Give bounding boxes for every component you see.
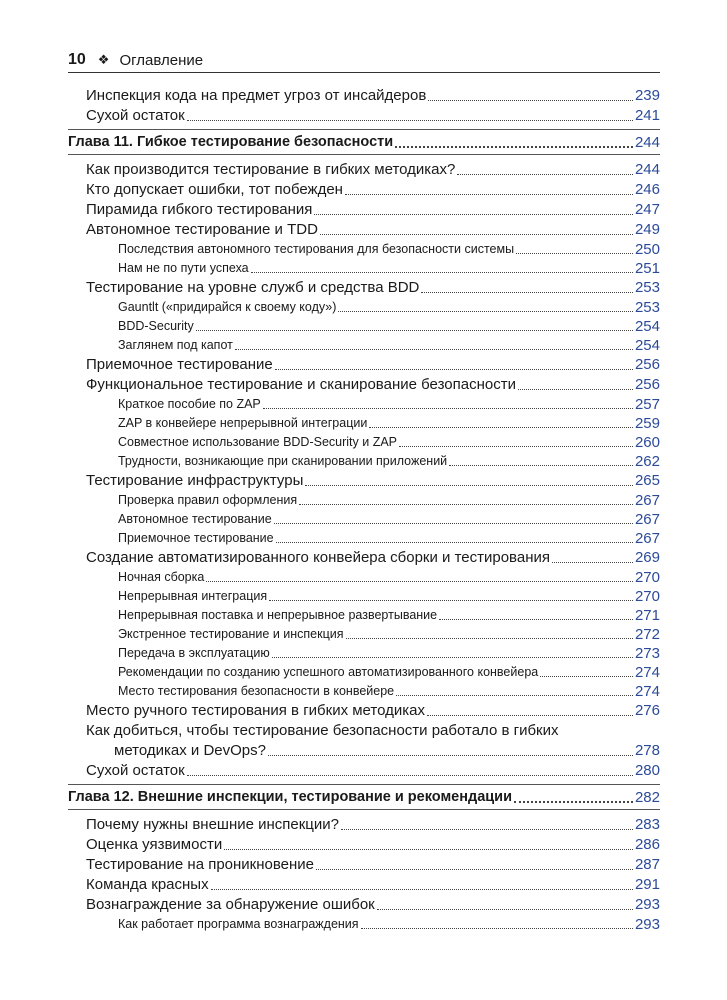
toc-entry-page[interactable]: 293 (634, 896, 660, 913)
toc-entry-page[interactable]: 287 (634, 856, 660, 873)
toc-entry-page[interactable]: 239 (634, 87, 660, 104)
toc-entry[interactable] (68, 220, 660, 240)
toc-chapter-page[interactable]: 282 (634, 789, 660, 806)
toc-subentry-title: Экстренное тестирование и инспекция (118, 627, 344, 641)
toc-subentry-title: Краткое пособие по ZAP (118, 397, 261, 411)
toc-chapter[interactable] (68, 784, 660, 810)
toc-entry-page[interactable]: 249 (634, 221, 660, 238)
leader-dots (196, 317, 633, 336)
toc-subentry-title: ZAP в конвейере непрерывной интеграции (118, 416, 368, 430)
toc-entry-wrapped-line1[interactable]: Как добиться, чтобы тестирование безопасности работало в гибких (86, 722, 559, 739)
toc-subentry[interactable] (68, 606, 660, 625)
ornament-icon: ❖ (97, 52, 110, 67)
toc-entry[interactable] (68, 375, 660, 395)
toc-subentry-page[interactable]: 251 (634, 260, 660, 277)
toc-subentry-page[interactable]: 267 (634, 511, 660, 528)
toc-subentry[interactable] (68, 510, 660, 529)
leader-dots (377, 895, 633, 915)
toc-subentry-page[interactable]: 250 (634, 241, 660, 258)
toc-subentry-page[interactable]: 260 (634, 434, 660, 451)
toc-subentry-page[interactable]: 267 (634, 492, 660, 509)
toc-entry[interactable] (68, 180, 660, 200)
toc-entry-page[interactable]: 241 (634, 107, 660, 124)
toc-subentry-title: BDD-Security (118, 319, 194, 333)
toc-entry-title: Кто допускает ошибки, тот побежден (86, 181, 343, 198)
toc-entry[interactable] (68, 855, 660, 875)
toc-entry-title: Почему нужны внешние инспекции? (86, 816, 340, 833)
leader-dots (396, 682, 633, 701)
leader-dots (361, 915, 633, 934)
leader-dots (274, 510, 633, 529)
toc-entry-title: Приемочное тестирование (86, 356, 273, 373)
toc-subentry-page[interactable]: 270 (634, 569, 660, 586)
toc-subentry-title: Как работает программа вознаграждения (118, 917, 359, 931)
toc-entry-title: Пирамида гибкого тестирования (86, 201, 313, 218)
leader-dots (427, 701, 633, 721)
toc-entry[interactable] (68, 815, 660, 835)
toc-subentry-title: Последствия автономного тестирования для безопасности системы (118, 242, 515, 256)
toc-entry-title: Тестирование на уровне служб и средства BDD (86, 279, 420, 296)
toc-subentry-page[interactable]: 272 (634, 626, 660, 643)
toc-subentry-title: Место тестирования безопасности в конвейере (118, 684, 395, 698)
toc-subentry[interactable] (68, 915, 660, 934)
leader-dots (272, 644, 633, 663)
toc-subentry-title: Непрерывная интеграция (118, 589, 268, 603)
toc-entry[interactable] (68, 835, 660, 855)
leader-dots (276, 529, 633, 548)
toc-entry-page[interactable]: 246 (634, 181, 660, 198)
toc-subentry-page[interactable]: 259 (634, 415, 660, 432)
toc-entry-title: Место ручного тестирования в гибких методиках (86, 702, 425, 719)
toc-entry-title: Команда красных (86, 876, 209, 893)
toc-subentry-title: Трудности, возникающие при сканировании приложений (118, 454, 448, 468)
toc-entry-page[interactable]: 278 (634, 742, 660, 759)
leader-dots (316, 855, 633, 875)
toc-entry[interactable] (68, 355, 660, 375)
toc-subentry[interactable] (68, 317, 660, 336)
toc-entry-title: Тестирование на проникновение (86, 856, 315, 873)
toc-subentry[interactable] (68, 587, 660, 606)
toc-entry-title: Сухой остаток (86, 107, 185, 124)
toc-subentry-title: Совместное использование BDD-Security и ZAP (118, 435, 398, 449)
toc-subentry-title: Ночная сборка (118, 570, 205, 584)
leader-dots (314, 200, 633, 220)
toc-entry-page[interactable]: 286 (634, 836, 660, 853)
toc-entry[interactable] (68, 471, 660, 491)
toc-subentry[interactable] (68, 682, 660, 701)
leader-dots (211, 875, 633, 895)
leader-dots (320, 220, 633, 240)
leader-dots (516, 240, 633, 259)
page-number: 10 (68, 51, 86, 68)
toc-entry[interactable] (68, 106, 660, 126)
leader-dots (263, 395, 633, 414)
toc-subentry[interactable] (68, 433, 660, 452)
leader-dots (341, 815, 633, 835)
toc-entry-page[interactable]: 276 (634, 702, 660, 719)
leader-dots (399, 433, 633, 452)
toc-subentry[interactable] (68, 644, 660, 663)
leader-dots (514, 788, 633, 808)
toc-chapter-title: Глава 11. Гибкое тестирование безопасности (68, 134, 394, 150)
toc-entry-title: Автономное тестирование и TDD (86, 221, 318, 238)
toc-subentry-title: Автономное тестирование (118, 512, 272, 526)
toc-subentry[interactable] (68, 395, 660, 414)
toc-subentry[interactable] (68, 529, 660, 548)
toc-subentry-page[interactable]: 254 (634, 337, 660, 354)
leader-dots (299, 491, 633, 510)
leader-dots (268, 741, 633, 761)
toc-subentry[interactable] (68, 259, 660, 278)
toc-subentry[interactable] (68, 625, 660, 644)
toc-entry-page[interactable]: 265 (634, 472, 660, 489)
toc-entry-title: Как производится тестирование в гибких методиках? (86, 161, 456, 178)
toc-subentry[interactable] (68, 452, 660, 471)
toc-subentry[interactable] (68, 663, 660, 682)
toc-subentry-page[interactable]: 273 (634, 645, 660, 662)
toc-entry-page[interactable]: 280 (634, 762, 660, 779)
toc-subentry[interactable] (68, 568, 660, 587)
toc-entry[interactable] (68, 160, 660, 180)
toc-subentry-page[interactable]: 293 (634, 916, 660, 933)
running-title: Оглавление (119, 51, 204, 69)
toc-entry[interactable] (68, 200, 660, 220)
toc-subentry-page[interactable]: 257 (634, 396, 660, 413)
leader-dots (395, 133, 633, 153)
toc-entry-title: Инспекция кода на предмет угроз от инсайдеров (86, 87, 427, 104)
leader-dots (540, 663, 633, 682)
table-of-contents (68, 86, 660, 934)
toc-entry-page[interactable]: 269 (634, 549, 660, 566)
toc-subentry-page[interactable]: 262 (634, 453, 660, 470)
toc-chapter-page[interactable]: 244 (634, 134, 660, 151)
toc-subentry-page[interactable]: 274 (634, 683, 660, 700)
toc-entry[interactable] (68, 761, 660, 781)
toc-subentry-page[interactable]: 253 (634, 299, 660, 316)
toc-subentry[interactable] (68, 414, 660, 433)
leader-dots (449, 452, 633, 471)
leader-dots (251, 259, 633, 278)
toc-subentry[interactable] (68, 336, 660, 355)
toc-entry[interactable] (68, 741, 660, 761)
toc-entry-page[interactable]: 247 (634, 201, 660, 218)
leader-dots (224, 835, 633, 855)
toc-entry-title: Оценка уязвимости (86, 836, 223, 853)
toc-entry[interactable] (68, 548, 660, 568)
toc-entry-page[interactable]: 283 (634, 816, 660, 833)
toc-subentry-page[interactable]: 270 (634, 588, 660, 605)
toc-subentry-title: Нам не по пути успеха (118, 261, 249, 275)
toc-chapter[interactable] (68, 129, 660, 155)
toc-subentry-page[interactable]: 271 (634, 607, 660, 624)
leader-dots (187, 106, 633, 126)
toc-entry[interactable] (68, 875, 660, 895)
toc-entry-page[interactable]: 244 (634, 161, 660, 178)
toc-subentry-page[interactable]: 274 (634, 664, 660, 681)
toc-entry[interactable] (68, 86, 660, 106)
toc-chapter-title: Глава 12. Внешние инспекции, тестирование и рекомендации (68, 789, 513, 805)
toc-entry-title: Сухой остаток (86, 762, 185, 779)
toc-subentry-title: Непрерывная поставка и непрерывное развертывание (118, 608, 438, 622)
toc-subentry-title: Заглянем под капот (118, 338, 233, 352)
toc-subentry-title: Приемочное тестирование (118, 531, 274, 545)
toc-subentry[interactable] (68, 240, 660, 259)
leader-dots (338, 298, 633, 317)
leader-dots (421, 278, 633, 298)
leader-dots (206, 568, 633, 587)
toc-subentry-title: Передача в эксплуатацию (118, 646, 270, 660)
leader-dots (457, 160, 633, 180)
toc-subentry-title: Проверка правил оформления (118, 493, 298, 507)
toc-entry-title: Создание автоматизированного конвейера сборки и тестирования (86, 549, 550, 566)
toc-entry[interactable] (68, 895, 660, 915)
toc-entry-page[interactable]: 256 (634, 356, 660, 373)
toc-subentry[interactable] (68, 298, 660, 317)
toc-entry-title: Тестирование инфраструктуры (86, 472, 304, 489)
leader-dots (518, 375, 633, 395)
leader-dots (275, 355, 633, 375)
toc-entry-page[interactable]: 253 (634, 279, 660, 296)
leader-dots (428, 86, 633, 106)
toc-subentry-page[interactable]: 267 (634, 530, 660, 547)
toc-subentry[interactable] (68, 491, 660, 510)
leader-dots (369, 414, 633, 433)
toc-entry-page[interactable]: 291 (634, 876, 660, 893)
toc-subentry-title: Рекомендации по созданию успешного автоматизированного конвейера (118, 665, 539, 679)
leader-dots (552, 548, 633, 568)
leader-dots (187, 761, 633, 781)
toc-entry-title: Функциональное тестирование и сканирование безопасности (86, 376, 516, 393)
toc-entry[interactable] (68, 278, 660, 298)
toc-entry-title: Вознаграждение за обнаружение ошибок (86, 896, 375, 913)
leader-dots (345, 180, 633, 200)
leader-dots (269, 587, 633, 606)
toc-subentry-page[interactable]: 254 (634, 318, 660, 335)
toc-entry[interactable] (68, 701, 660, 721)
page-header (68, 48, 660, 73)
leader-dots (305, 471, 633, 491)
toc-entry-title: методиках и DevOps? (114, 742, 266, 759)
toc-entry-page[interactable]: 256 (634, 376, 660, 393)
leader-dots (346, 625, 633, 644)
toc-subentry-title: Gauntlt («придирайся к своему коду») (118, 300, 337, 314)
leader-dots (439, 606, 633, 625)
leader-dots (235, 336, 633, 355)
